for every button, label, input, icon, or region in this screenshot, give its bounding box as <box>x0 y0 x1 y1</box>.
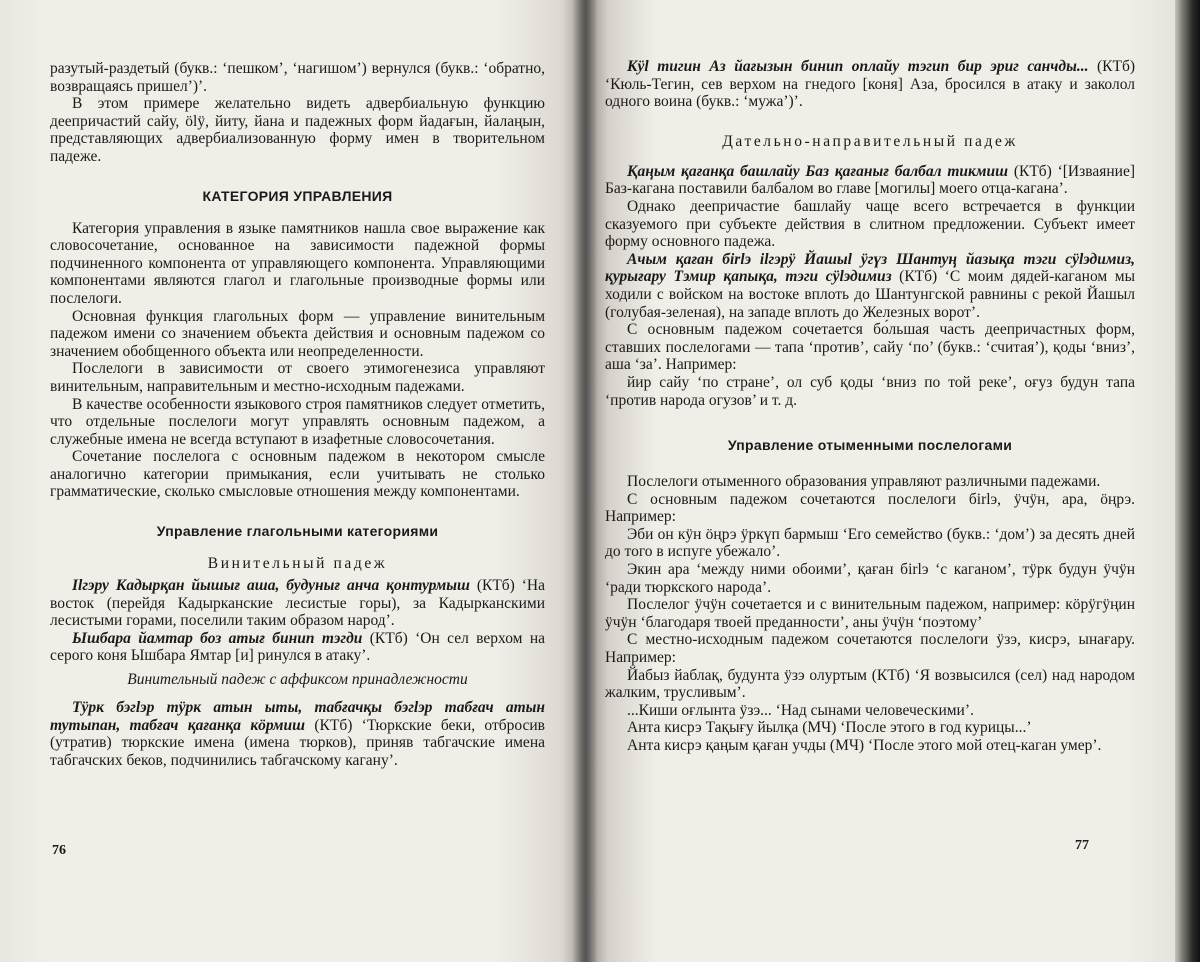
example-text: Тӱрк бэгlэр тӱрк атын ыты, табғачқы бэгlэр табғач атын тутыпан, табғач қағанқа кӧрмиш <box>50 699 545 734</box>
example-text: Ачым қаған бirlэ ilгэрӱ Йашыl ӱгүз Шантуң йазықа тэги сӱlэдимиз, қурығару Тэмир қапықа, тэги сӱlэдимиз <box>605 250 1135 286</box>
paragraph: Анта кисрэ Тақығу йылқа (МЧ) ‘После этого в год курицы...’ <box>627 719 1032 737</box>
example-text: Ilгэру Кадырқан йышығ аша, будунығ анча қонтурмыш <box>72 577 470 595</box>
paragraph: разутый-раздетый (букв.: ‘пешком’, ‘нагишом’) вернулся (букв.: ‘обратно, возвращаясь пришел’)’. <box>50 60 545 95</box>
example <box>50 630 545 665</box>
example-translation: (КТб) ‘Кюль-Тегин, сев верхом на гнедого [коня] Аза, бросился в атаку и заколол одного воина (букв.: ‘мужа’)’. <box>605 58 1135 111</box>
paragraph: Послелоги в зависимости от своего этимогенезиса управляют винительным, направительным и местно-исходным падежами. <box>50 360 545 395</box>
example <box>50 577 545 630</box>
right-page <box>585 0 1175 962</box>
example-translation: (КТб) ‘Тюркские беки, отбросив (утратив) тюркские имена (имена тюрков), приняв табгачские имена табгачских беков, подчинились табгачскому кагану’. <box>50 716 546 769</box>
page-number: 77 <box>1075 838 1089 853</box>
example-text: Ышбара йамтар боз атығ бинип тэгди <box>72 629 363 647</box>
subsection-heading: Управление отыменными послелогами <box>727 437 1013 454</box>
paragraph: Анта кисрэ қаңым қаған учды (МЧ) ‘После этого мой отец-каган умер’. <box>627 737 1102 754</box>
subsection-heading: Управление глагольными категориями <box>156 523 439 540</box>
paragraph: С основным падежом сочетаются послелоги бirlэ, ӱчӱн, ара, ӧңрэ. Например: <box>605 490 1135 526</box>
case-subheading: Винительный падеж с аффиксом принадлежности <box>127 671 468 689</box>
example-translation: (КТб) ‘На восток (перейдя Кадырканские лесистые горы), за Кадырканскими лесистыми горами, поселили таким образом народ’. <box>50 577 545 630</box>
paragraph: Экин ара ‘между ними обоими’, қаған бirlэ ‘с каганом’, тӱрк будун ӱчӱн ‘ради тюркского народа’. <box>605 561 1135 596</box>
example <box>605 163 1135 198</box>
paragraph: йир сайу ‘по стране’, ол суб қоды ‘вниз по той реке’, оғуз будун тапа ‘против народа огузов’ и т. д. <box>605 373 1135 409</box>
paragraph: В качестве особенности языкового строя памятников следует отметить, что отдельные послелоги могут управлять основным падежом, а служебные имена не всегда вступают в изафетные словосочетания. <box>50 395 545 448</box>
paragraph: С основным падежом сочетается бо́льшая часть деепричастных форм, ставших послелогами — тапа ‘против’, сайу ‘по’ (букв.: ‘считая’), қоды ‘вниз’, аша ‘за’. Например: <box>605 321 1135 374</box>
paragraph: Сочетание послелога с основным падежом в некотором смысле аналогично категории примыкания, если учитывать не столько грамматические, сколько смысловые отношения между компонентами. <box>50 448 545 501</box>
section-heading: КАТЕГОРИЯ УПРАВЛЕНИЯ <box>202 187 393 204</box>
paragraph: Йабыз йаблақ, будунта ӱзэ олуртым (КТб) ‘Я возвысился (сел) над народом жалким, трусливым’. <box>605 666 1135 702</box>
paragraph: С местно-исходным падежом сочетаются послелоги ӱзэ, кисрэ, ынағару. Например: <box>605 631 1135 667</box>
left-page <box>0 0 585 962</box>
example-text: Кӱl тигин Аз йағызын бинип оплайу тэгип бир эриг санчды... <box>627 58 1089 75</box>
example <box>605 58 1135 111</box>
example <box>605 251 1135 321</box>
paragraph: Категория управления в языке памятников нашла свое выражение как словосочетание, основанное на зависимости падежной формы подчиненного компонента от управляющего компонента. Управляющими компонентами являются глагол и глагольные производные формы или послелоги. <box>50 219 545 307</box>
book-gutter <box>572 0 598 962</box>
example-translation: (КТб) ‘Он сел верхом на серого коня Ышбара Ямтар [и] ринулся в атаку’. <box>50 629 545 665</box>
example <box>50 699 545 769</box>
paragraph: ...Киши оғлынта ӱзэ... ‘Над сынами человеческими’. <box>627 701 974 719</box>
example-text: Қаңым қағанқа башлайу Баз қағанығ балбал тикмиш <box>627 162 1009 180</box>
paragraph: Послелог ӱчӱн сочетается и с винительным падежом, например: кӧрӱгӱңин ӱчӱн ‘благодаря твоей преданности’, аны ӱчӱн ‘поэтому’ <box>605 596 1135 631</box>
paragraph: Эби он кӱн ӧңрэ ӱркүп бармыш ‘Его семейство (букв.: ‘дом’) за десять дней до того в испуге убежало’. <box>605 525 1135 561</box>
page-edge <box>1175 0 1200 962</box>
example-translation: (КТб) ‘С моим дядей-каганом мы ходили с войском на востоке вплоть до Шантунгской равнины с рекой Йашыл (голубая-зеленая), на западе вплоть до Железных ворот’. <box>605 268 1135 321</box>
paragraph: Послелоги отыменного образования управляют различными падежами. <box>627 473 1101 491</box>
paragraph: Основная функция глагольных форм — управление винительным падежом имени со значением объекта действия и основным падежом со значением обобщенного объекта или неопределенности. <box>50 307 545 360</box>
page-number: 76 <box>52 843 66 858</box>
paragraph: Однако деепричастие башлайу чаще всего встречается в функции сказуемого при субъекте действия в слитном предложении. Субъект имеет форму основного падежа. <box>605 197 1135 251</box>
case-heading: Винительный падеж <box>207 555 388 573</box>
case-heading: Дательно-направительный падеж <box>722 132 1018 150</box>
example-translation: (КТб) ‘[Изваяние] Баз-кагана поставили балбалом во главе [могилы] моего отца-кагана’. <box>605 162 1135 198</box>
paragraph: В этом примере желательно видеть адвербиальную функцию деепричастий сайу, ӧlӱ, йиту, йана и падежных форм йадағын, йалаңын, представляющих адвербиализованную форму имен в творительном падеже. <box>50 95 545 165</box>
